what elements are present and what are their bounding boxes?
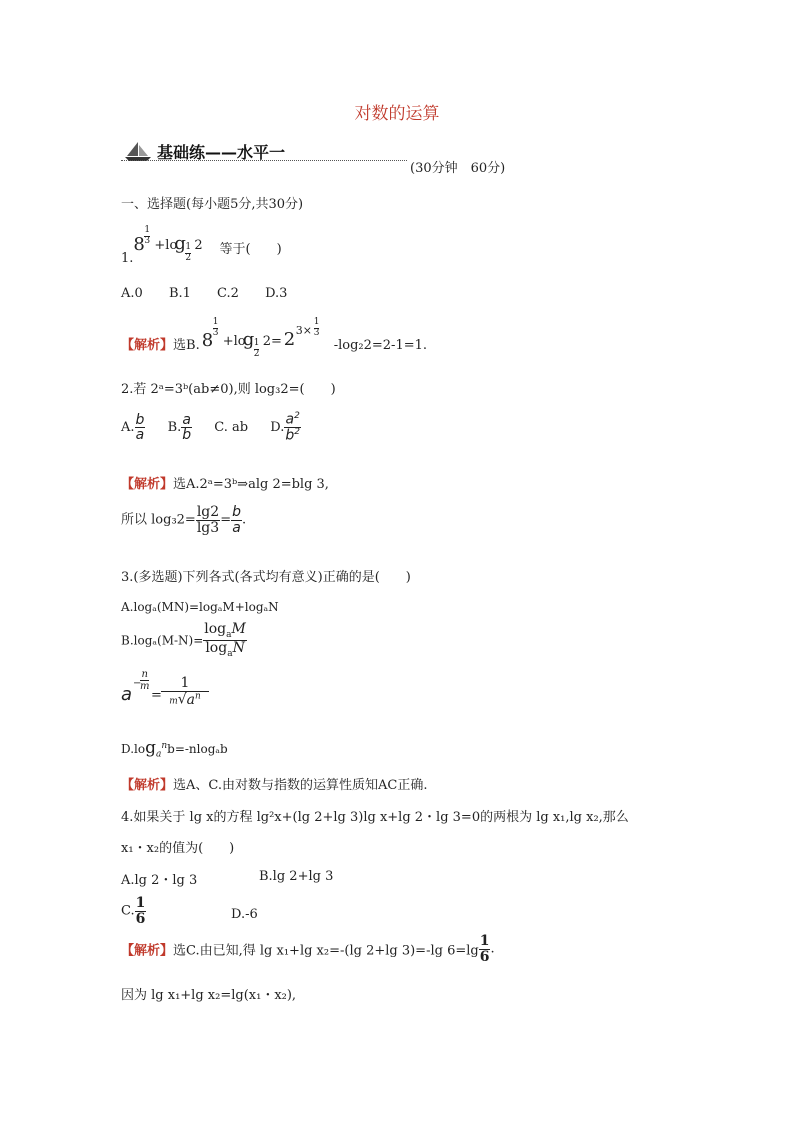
- q2-option-d: D. $\frac{a^2}{b^2}$: [270, 411, 300, 444]
- q4-solution-text: 选C.由已知,得 lg x₁+lg x₂=-(lg 2+lg 3)=-lg 6=lg: [173, 943, 479, 959]
- q2-so-prefix: 所以 log₃2=: [121, 512, 196, 528]
- q1-option-a: A.0: [121, 286, 143, 301]
- q3-option-a: A.logₐ(MN)=logₐM+logₐN: [121, 600, 279, 614]
- q2-solution: [121, 473, 329, 492]
- q3-stem: 3.(多选题)下列各式(各式均有意义)正确的是( ): [121, 570, 411, 585]
- q1-solution-prefix: 选B.: [173, 338, 200, 353]
- q4-option-a: A.lg 2・lg 3: [121, 873, 198, 888]
- q4-stem-line2: x₁・x₂的值为( ): [121, 841, 235, 856]
- section-title: 基础练——水平一: [157, 143, 286, 162]
- q2-options: [121, 412, 301, 444]
- q4-solution-line2: 因为 lg x₁+lg x₂=lg(x₁・x₂),: [121, 988, 297, 1003]
- q1-solution-tail: -log₂2=2-1=1.: [333, 338, 428, 353]
- q2-solution-text: 选A.2ᵃ=3ᵇ⇒alg 2=blg 3,: [173, 477, 329, 492]
- q2-fraction-ba: $\frac{b}{a}$: [232, 504, 241, 536]
- q1-options: [121, 286, 309, 301]
- q1-option-b: B.1: [168, 286, 191, 301]
- q3-option-d: $D.\log_a^nb=$-nlogₐb: [121, 738, 228, 760]
- q1-option-d: D.3: [265, 286, 288, 301]
- q4-option-b: B.lg 2+lg 3: [259, 869, 334, 884]
- q2-option-b: B. $\frac{a}{b}$: [167, 411, 192, 444]
- q1-solution: [121, 317, 433, 364]
- section-time: (30分钟 60分): [410, 161, 506, 176]
- q3-option-c: a − n m = 1 $m√a^n$: [121, 672, 221, 718]
- q4-solution: 【解析】选C.由已知,得 lg x₁+lg x₂=-(lg 2+lg 3)=-lg 6=lg $\frac{1}{6}$ .: [121, 933, 495, 965]
- q1-option-c: C.2: [217, 286, 239, 301]
- q3-option-b: B.logₐ(M-N)= $\frac{\log_aM}{\log_aN}$: [121, 621, 246, 660]
- q2-option-c: C. ab: [214, 420, 249, 436]
- q3-solution: [121, 774, 428, 793]
- q2-stem: 2.若 2ᵃ=3ᵇ(ab≠0),则 log₃2=( ): [121, 382, 336, 397]
- solution-tag: 【解析】: [121, 943, 174, 959]
- q2-fraction-lg: $\frac{\lg 2}{\lg 3}$: [196, 504, 220, 536]
- solution-tag: 【解析】: [121, 778, 174, 793]
- q1-stem-suffix: 等于( ): [219, 242, 282, 257]
- q1-expression: 8 1 3 +lo g 1 2 2: [133, 225, 203, 263]
- solution-tag: 【解析】: [121, 477, 174, 492]
- sailboat-icon: [122, 140, 154, 162]
- page-title: 对数的运算: [354, 104, 440, 124]
- question-1: [121, 225, 282, 272]
- q1-solution-expression: 8 1 3 +lo g 1 2 2= 2 3× 1 3: [201, 317, 320, 359]
- q2-solution-2: 所以 log₃2= $\frac{\lg 2}{\lg 3}$ = $\frac{b}{a}$ .: [121, 504, 247, 536]
- part-heading: 一、选择题(每小题5分,共30分): [121, 197, 304, 212]
- q3-solution-text: 选A、C.由对数与指数的运算性质知AC正确.: [173, 778, 428, 793]
- q4-option-d: D.-6: [231, 907, 258, 922]
- section-divider: [121, 160, 407, 161]
- q4-stem-line1: 4.如果关于 lg x的方程 lg²x+(lg 2+lg 3)lg x+lg 2・lg 3=0的两根为 lg x₁,lg x₂,那么: [121, 810, 629, 825]
- solution-tag: 【解析】: [121, 338, 174, 353]
- q4-option-c: C. $\frac{1}{6}$: [121, 895, 146, 927]
- q2-option-a: A. $\frac{b}{a}$: [121, 411, 145, 444]
- q1-number: 1.: [121, 251, 134, 266]
